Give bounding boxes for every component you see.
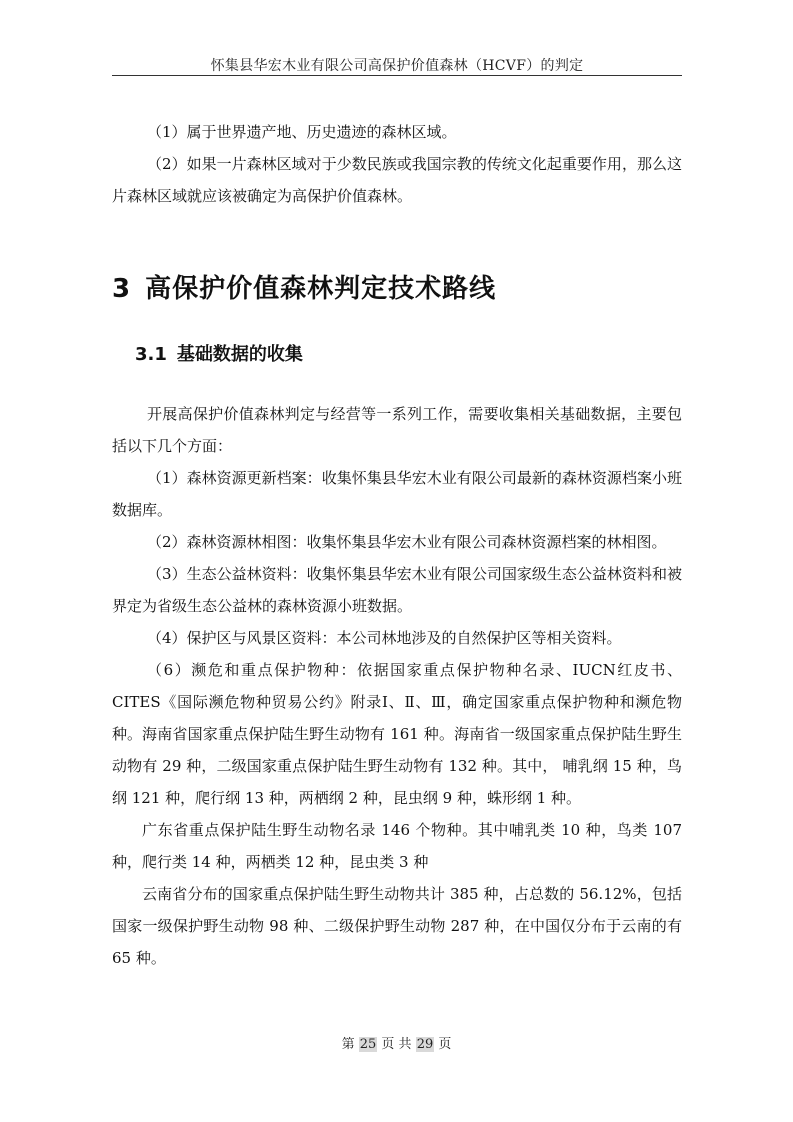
data-item-3: （3）生态公益林资料：收集怀集县华宏木业有限公司国家级生态公益林资料和被界定为省级生态公益林的森林资源小班数据。 [112,565,682,615]
intro-item-1: （1）属于世界遗产地、历史遗迹的森林区域。 [147,123,457,141]
subsection-number: 3.1 [135,344,167,365]
lead-paragraph: 开展高保护价值森林判定与经营等一系列工作，需要收集相关基础数据，主要包括以下几个方面： [112,405,682,455]
running-header: 怀集县华宏木业有限公司高保护价值森林（HCVF）的判定 [210,58,584,74]
header-rule [112,75,682,76]
hainan-paragraph: 海南省国家重点保护陆生野生动物有 161 种。海南省一级国家重点保护陆生野生动物有 29 种，二级国家重点保护陆生野生动物有 132 种。其中， 哺乳纲 15 种，鸟纲 121 种，爬行纲 13 种，两栖纲 2 种，昆虫纲 9 种，蛛形纲 1 种。 [112,725,682,807]
section-heading [112,268,496,305]
subsection-heading [135,340,303,366]
section-number: 3 [112,274,132,304]
current-page-number: 25 [359,1037,377,1052]
data-item-6: （6）濒危和重点保护物种：依据国家重点保护物种名录、IUCN红皮书、CITES《国际濒危物种贸易公约》附录Ⅰ、Ⅱ、Ⅲ，确定国家重点保护物种和濒危物种。 [112,661,682,743]
subsection-title: 基础数据的收集 [176,344,303,365]
section-title: 高保护价值森林判定技术路线 [145,274,497,304]
intro-item-2: （2）如果一片森林区域对于少数民族或我国宗教的传统文化起重要作用，那么这片森林区域就应该被确定为高保护价值森林。 [112,155,682,205]
guangdong-paragraph: 广东省重点保护陆生野生动物名录 146 个物种。其中哺乳类 10 种，鸟类 107 种，爬行类 14 种，两栖类 12 种，昆虫类 3 种 [112,821,682,871]
yunnan-paragraph: 云南省分布的国家重点保护陆生野生动物共计 385 种，占总数的 56.12%，包括国家一级保护野生动物 98 种、二级保护野生动物 287 种，在中国仅分布于云南的有 65 种。 [112,885,682,967]
data-item-2: （2）森林资源林相图：收集怀集县华宏木业有限公司森林资源档案的林相图。 [147,533,667,551]
data-item-1: （1）森林资源更新档案：收集怀集县华宏木业有限公司最新的森林资源档案小班数据库。 [112,469,682,519]
total-page-count: 29 [416,1037,434,1052]
data-item-4: （4）保护区与风景区资料：本公司林地涉及的自然保护区等相关资料。 [147,629,622,647]
page-footer: 第 25 页 共 29 页 [341,1037,452,1052]
